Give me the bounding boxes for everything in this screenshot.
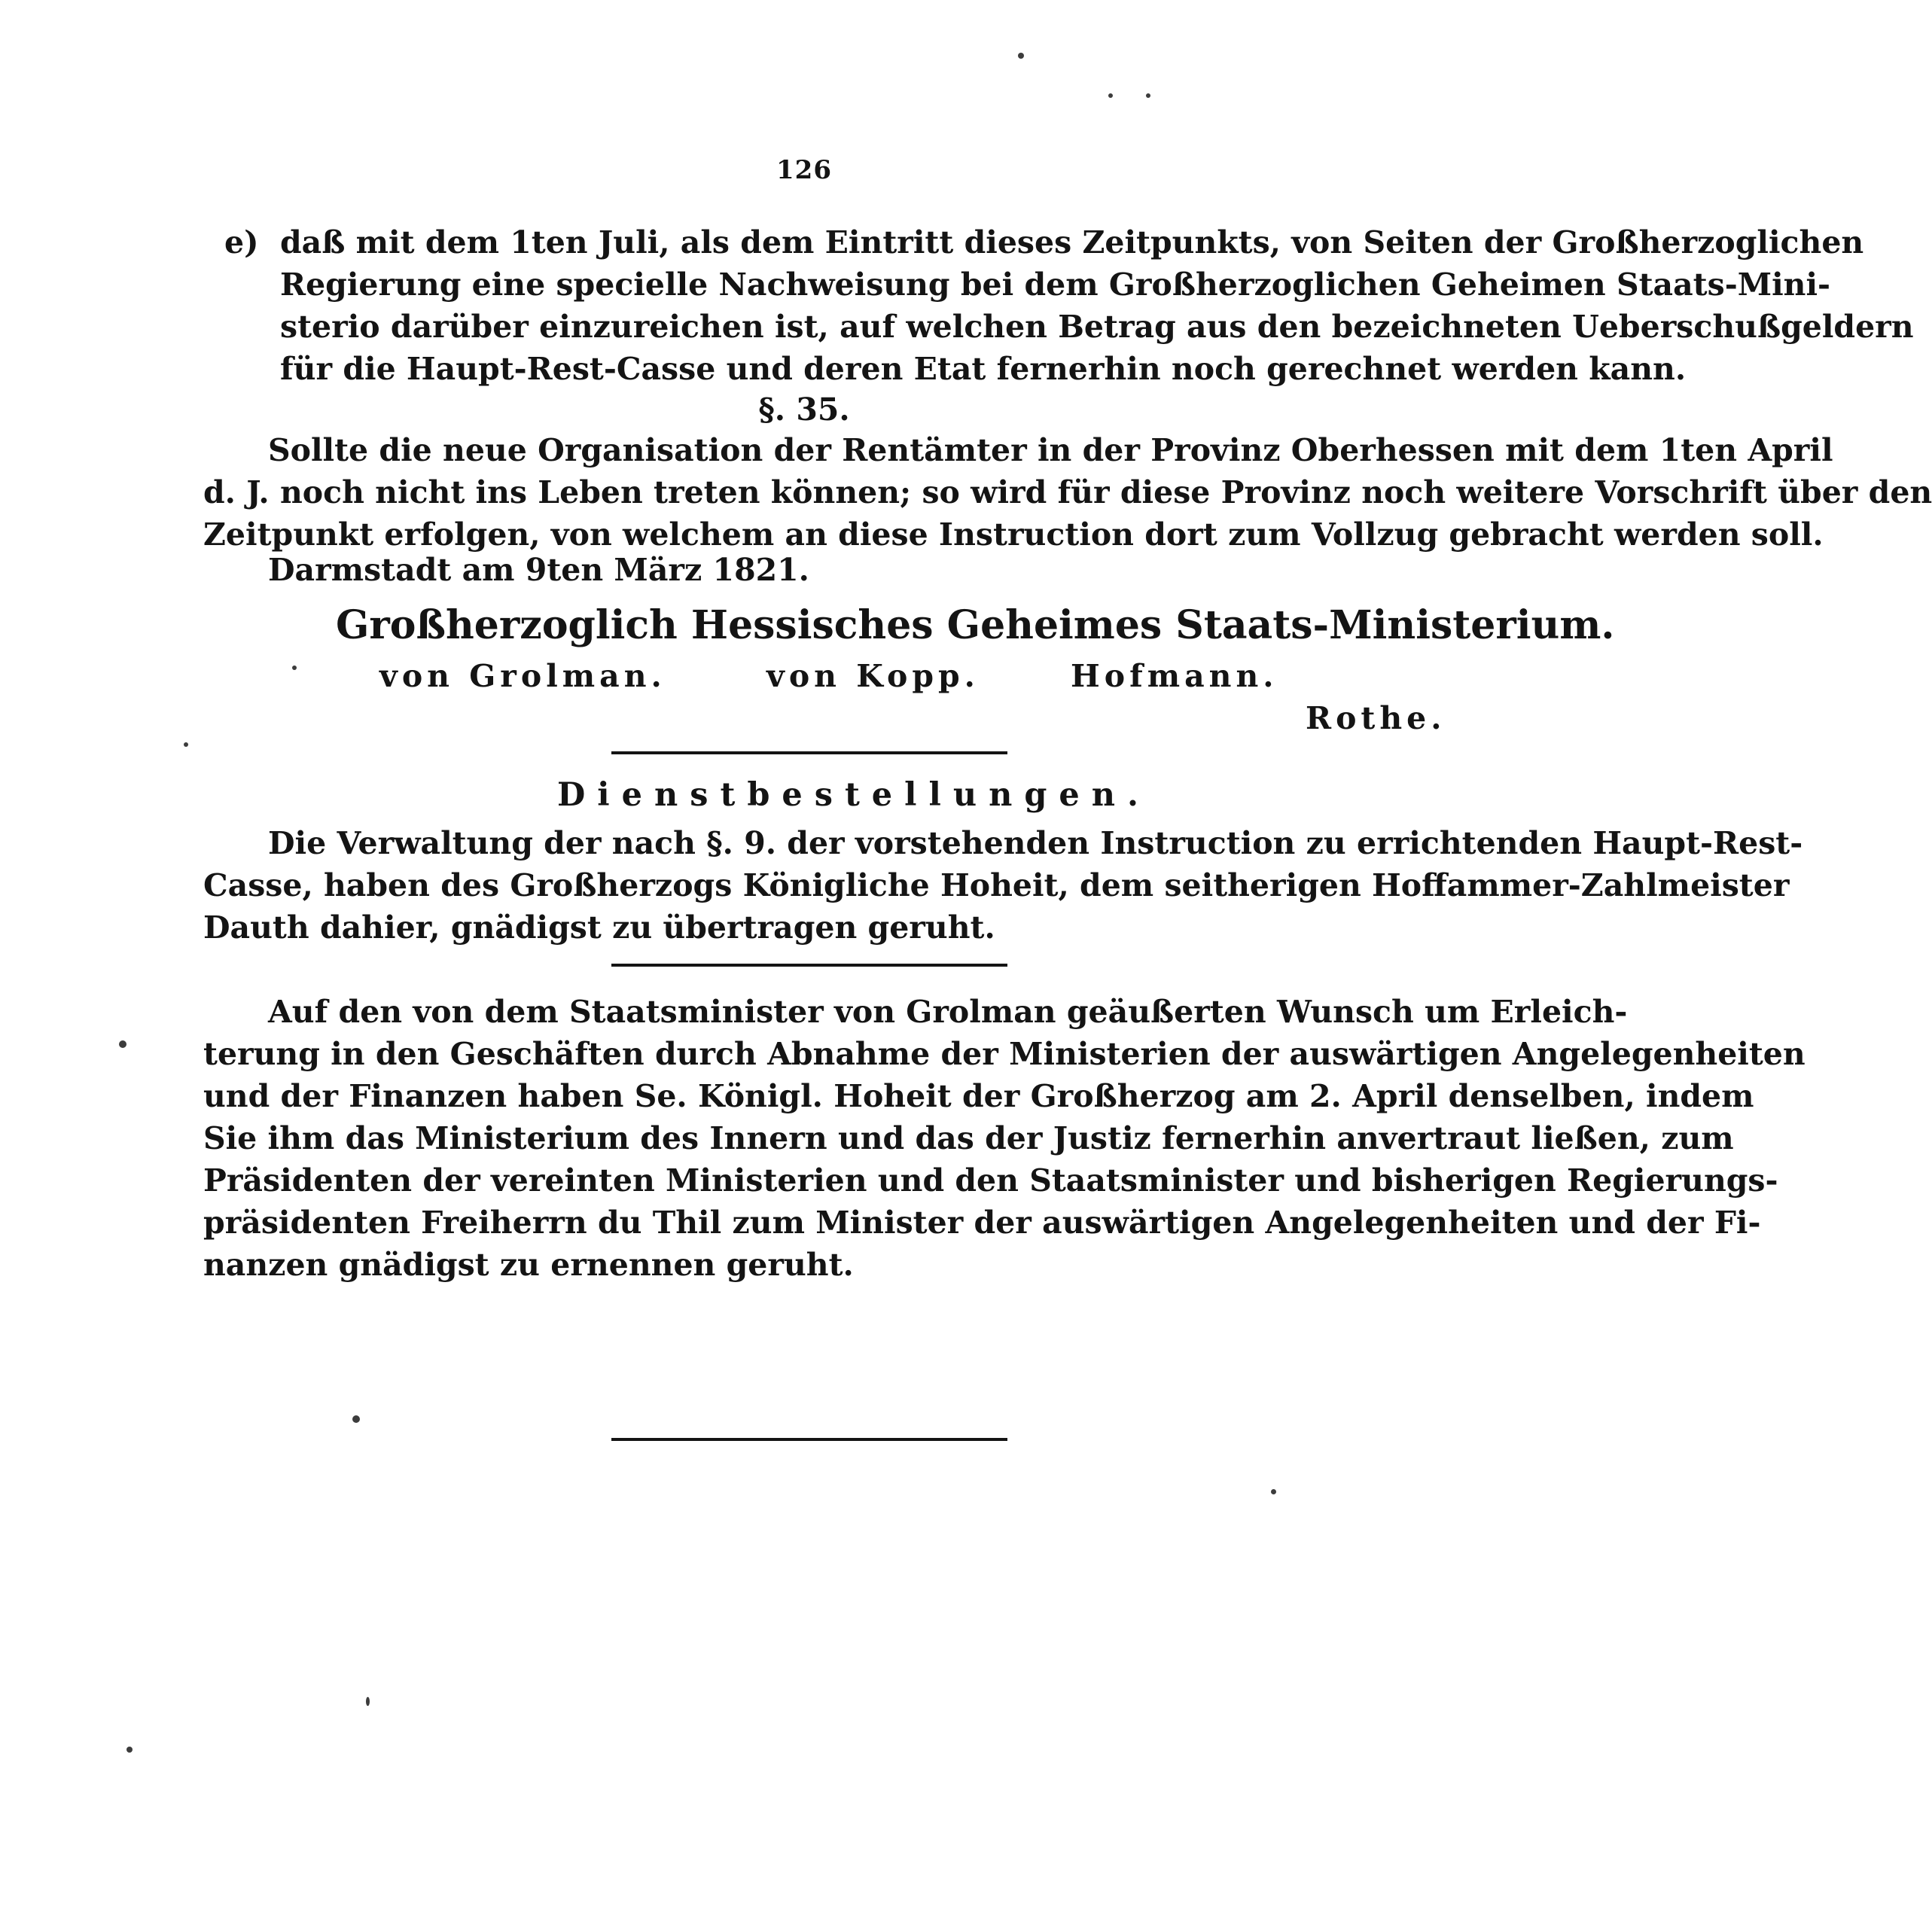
item-e-line: für die Haupt-Rest-Casse und deren Etat fernerhin noch gerechnet werden kann. — [280, 351, 1687, 387]
dienst-line: Dauth dahier, gnädigst zu übertragen geruht. — [203, 909, 995, 946]
section-35-line: d. J. noch nicht ins Leben treten können; so wird für diese Provinz noch weitere Vorschrift über den — [203, 474, 1932, 510]
section-divider — [611, 751, 1007, 754]
scan-speck — [184, 742, 188, 747]
signatory: Rothe. — [1306, 700, 1446, 736]
notice-line: präsidenten Freiherrn du Thil zum Minister der auswärtigen Angelegenheiten und der Fi- — [203, 1205, 1761, 1241]
scan-speck — [366, 1697, 370, 1706]
dienst-line: Die Verwaltung der nach §. 9. der vorstehenden Instruction zu errichtenden Haupt-Rest- — [268, 825, 1803, 861]
section-mark: §. 35. — [758, 391, 850, 428]
signatory: von Grolman. — [379, 658, 666, 694]
item-e-line: sterio darüber einzureichen ist, auf welchen Betrag aus den bezeichneten Ueberschußgeldern — [280, 309, 1914, 345]
closing-rule — [611, 1438, 1007, 1441]
notice-line: terung in den Geschäften durch Abnahme der Ministerien der auswärtigen Angelegenheiten — [203, 1036, 1806, 1072]
signatory: Hofmann. — [1071, 658, 1278, 694]
section-heading: Dienstbestellungen. — [557, 776, 1151, 814]
notice-line: Präsidenten der vereinten Ministerien und den Staatsminister und bisherigen Regierungs- — [203, 1162, 1778, 1199]
item-e-line: Regierung eine specielle Nachweisung bei dem Großherzoglichen Geheimen Staats-Mini- — [280, 267, 1831, 303]
notice-line: Auf den von dem Staatsminister von Grolman geäußerten Wunsch um Erleich- — [268, 994, 1628, 1030]
scan-speck — [1146, 93, 1150, 98]
page-number: 126 — [776, 155, 832, 185]
scan-speck — [1271, 1489, 1276, 1494]
item-e-marker: e) — [224, 224, 259, 260]
section-35-line: Zeitpunkt erfolgen, von welchem an diese Instruction dort zum Vollzug gebracht werden soll. — [203, 516, 1824, 553]
scan-speck — [292, 666, 297, 670]
signatory: von Kopp. — [766, 658, 980, 694]
section-divider — [611, 964, 1007, 967]
scan-speck — [1108, 93, 1113, 98]
scan-speck — [119, 1040, 126, 1048]
item-e-line: daß mit dem 1ten Juli, als dem Eintritt dieses Zeitpunkts, von Seiten der Großherzoglichen — [280, 224, 1864, 260]
section-35-line: Sollte die neue Organisation der Rentämter in der Provinz Oberhessen mit dem 1ten April — [268, 432, 1833, 468]
date-line: Darmstadt am 9ten März 1821. — [268, 552, 809, 588]
scan-speck — [126, 1747, 133, 1753]
dienst-line: Casse, haben des Großherzogs Königliche Hoheit, dem seitherigen Hoffammer-Zahlmeister — [203, 867, 1790, 903]
scan-speck — [1018, 53, 1024, 59]
notice-line: Sie ihm das Ministerium des Innern und das der Justiz fernerhin anvertraut ließen, zum — [203, 1120, 1734, 1156]
notice-line: nanzen gnädigst zu ernennen geruht. — [203, 1247, 854, 1283]
scan-speck — [352, 1415, 360, 1423]
notice-line: und der Finanzen haben Se. Königl. Hoheit der Großherzog am 2. April denselben, indem — [203, 1078, 1754, 1114]
authority-heading: Großherzoglich Hessisches Geheimes Staats-Ministerium. — [336, 602, 1615, 648]
